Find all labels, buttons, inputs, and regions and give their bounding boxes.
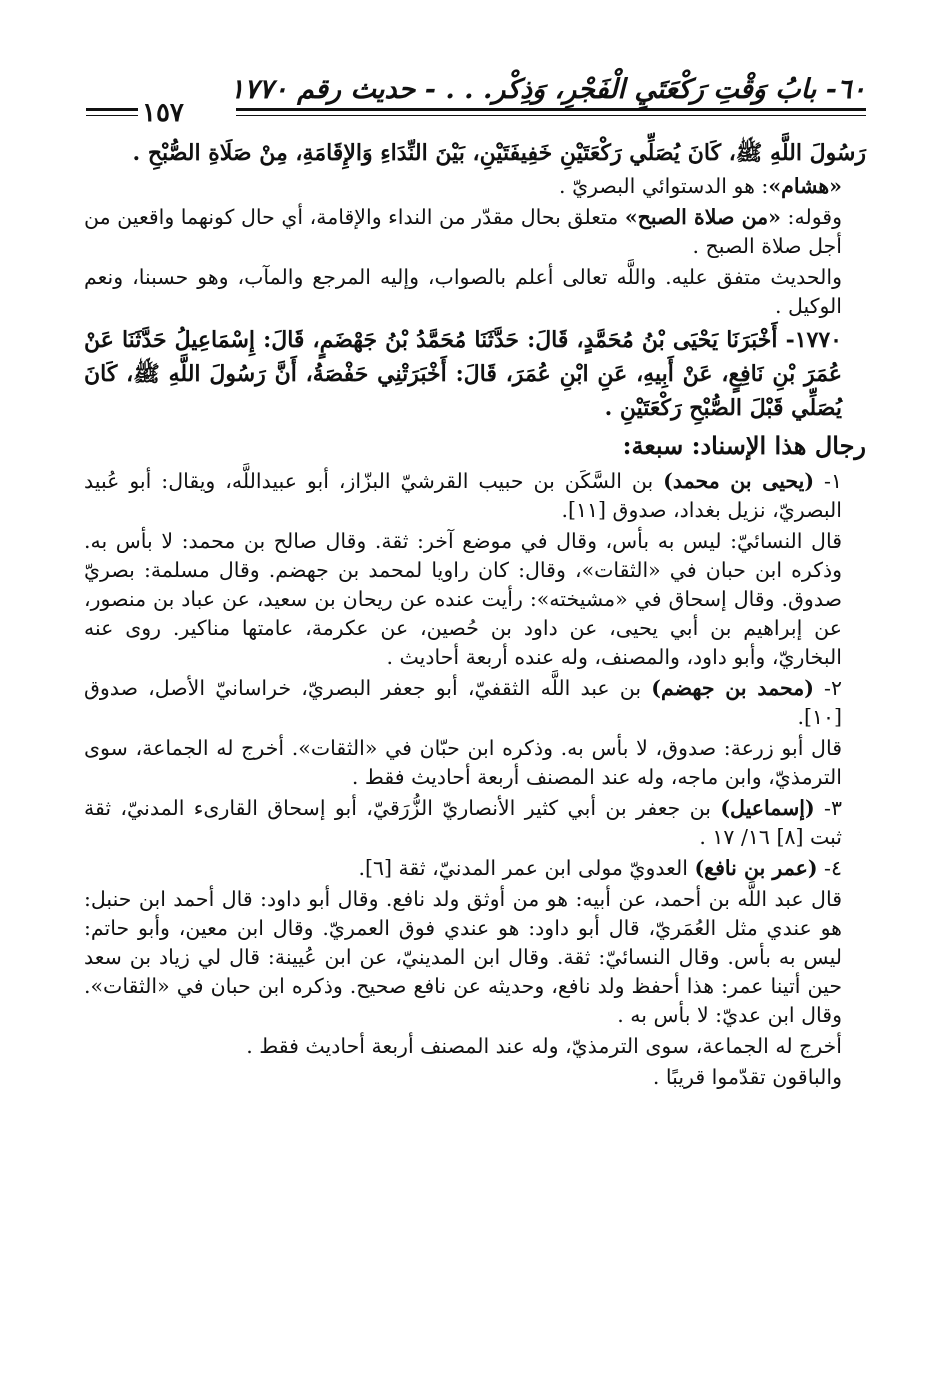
page-header — [86, 74, 866, 130]
commentary-prefix: وقوله: — [780, 205, 842, 229]
narrator-note: : هو الدستوائي البصريّ . — [559, 174, 769, 198]
header-rule-thin — [236, 115, 866, 116]
narrator-detail: قال عبد اللَّه بن أحمد، عن أبيه: هو من أوثق ولد نافع. وقال أبو داود: قال أحمد ابن حنبل: هو عندي مثل العُمَريّ، قال أبو داود: هو عندي فوق العمريّ. وقال ابن معين، وأبو حاتم: ليس به بأس. وقال النسائيّ: ثقة. وقال ابن المدينيّ، عن ابن عُيينة: قال لي زياد بن سعد حين أتينا عمر: هذا أحفظ ولد نافع، وحديثه عن نافع صحيح. وذكره ابن حبان في «الثقات». وقال ابن عديّ: لا بأس به . — [84, 887, 842, 1027]
entry-text: بن السَّكَن بن حبيب القرشيّ البزّاز، أبو عبيداللَّه، ويقال: أبو عُبيد البصريّ، نزيل بغداد، صدوق [١١]. — [84, 469, 842, 522]
hadith-text: ١٧٧٠- أَخْبَرَنَا يَحْيَى بْنُ مُحَمَّدٍ، قَالَ: حَدَّثَنَا مُحَمَّدُ بْنُ جَهْضَمٍ، قَالَ: إِسْمَاعِيلُ حَدَّثَنَا عَنْ عُمَرَ بْنِ نَافِعٍ، عَنْ أَبِيهِ، عَنِ ابْنِ عُمَرَ، قَالَ: أَخْبَرَتْنِي حَفْصَةُ، أَنَّ رَسُولَ اللَّهِ ﷺ، كَانَ يُصَلِّي قَبْلَ الصُّبْحِ رَكْعَتَيْنِ . — [84, 327, 842, 421]
narrator-name: (يحيى بن محمد) — [663, 469, 815, 493]
page-number: ١٥٧ — [142, 98, 184, 128]
header-rule — [236, 108, 866, 111]
narrator-entry — [84, 854, 866, 883]
entry-text: العدويّ مولى ابن عمر المدنيّ، ثقة [٦]. — [358, 856, 695, 880]
entry-number: ١- — [814, 469, 842, 493]
section-heading: رجال هذا الإسناد: سبعة: — [622, 431, 866, 460]
commentary-paragraph: والحديث متفق عليه. واللَّه تعالى أعلم بالصواب، وإليه المرجع والمآب، وهو حسبنا، ونعم الوكيل . — [84, 265, 842, 318]
narrator-name: (عمر بن نافع) — [694, 856, 818, 880]
page-body — [84, 136, 866, 1094]
narrator-entry — [84, 674, 866, 732]
closing-note: والباقون تقدّموا قريبًا . — [652, 1065, 842, 1089]
entry-text: بن جعفر بن أبي كثير الأنصاريّ الزُّرَقيّ، أبو إسحاق القارىء المدنيّ، ثقة ثبت [٨] ١٦/ ١٧ . — [84, 796, 842, 849]
narrator-detail: قال النسائيّ: ليس به بأس، وقال في موضع آخر: ثقة. وقال صالح بن محمد: لا بأس به. وذكره ابن حبان في «الثقات»، وقال: كان راويا لمحمد بن جهضم. وقال مسلمة: بصريّ صدوق. وقال إسحاق في «مشيخته»: رأيت عنده عن ريحان بن سعيد، عن عباد بن منصور، عن إبراهيم بن أبي يحيى، عن داود بن حُصين، عن عكرمة، عامتها مناكير. روى عنه البخاريّ، وأبو داود، والمصنف، وله عنده أربعة أحاديث . — [84, 529, 842, 669]
narrator-name: (إسماعيل) — [720, 796, 815, 820]
entry-number: ٣- — [814, 796, 842, 820]
narrator-name: «هشام» — [768, 174, 842, 198]
narrator-name: (محمد بن جهضم) — [651, 676, 814, 700]
narrator-entry — [84, 794, 866, 852]
entry-number: ٢- — [813, 676, 843, 700]
entry-text: بن عبد اللَّه الثقفيّ، أبو جعفر البصريّ، خراسانيّ الأصل، صدوق [١٠]. — [84, 676, 842, 729]
commentary-paragraph — [84, 172, 866, 201]
chapter-heading: ٦٠- بابُ وَقْتِ رَكْعَتَيِ الْفَجْرِ، وَذِكْر. . . - حديث رقم ١٧٧٠ — [229, 74, 866, 105]
narrator-entry — [84, 467, 866, 525]
quoted-phrase: «من صلاة الصبح» — [624, 205, 781, 229]
narrator-detail: قال أبو زرعة: صدوق، لا بأس به. وذكره ابن حبّان في «الثقات». أخرج له الجماعة، سوى الترمذيّ، وابن ماجه، وله عند المصنف أربعة أحاديث فقط . — [84, 736, 842, 789]
page-number-rule — [86, 108, 138, 111]
hadith-continuation: رَسُولَ اللَّهِ ﷺ، كَانَ يُصَلِّي رَكْعَتَيْنِ خَفِيفَتَيْنِ، بَيْنَ النِّدَاءِ وَالإِقَامَةِ، مِنْ صَلَاةِ الصُّبْحِ . — [132, 140, 866, 166]
commentary-text: متعلق بحال مقدّر من النداء والإقامة، أي حال كونهما واقعين من أجل صلاة الصبح . — [84, 205, 842, 258]
entry-number: ٤- — [817, 856, 842, 880]
commentary-paragraph — [84, 203, 866, 261]
page-number-rule-thin — [86, 115, 138, 116]
narrator-detail: أخرج له الجماعة، سوى الترمذيّ، وله عند المصنف أربعة أحاديث فقط . — [246, 1034, 842, 1058]
